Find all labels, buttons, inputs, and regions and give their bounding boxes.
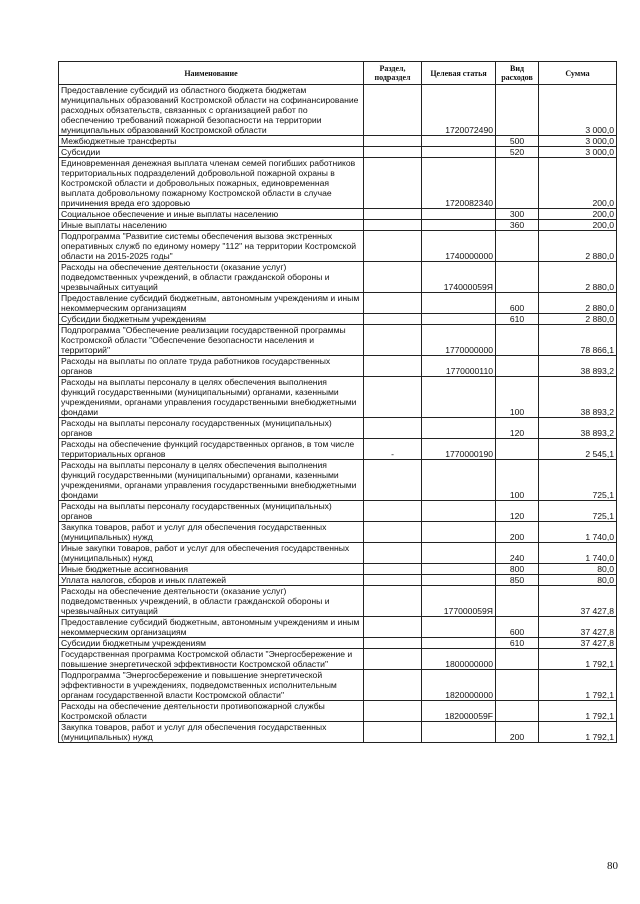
- row-sum: 3 000,0: [539, 85, 617, 136]
- table-row: [59, 586, 617, 617]
- table-row: [59, 293, 617, 314]
- row-target: 1770000190: [422, 439, 496, 460]
- row-kind: [496, 85, 539, 136]
- table-row: [59, 147, 617, 158]
- row-sum: 1 740,0: [539, 543, 617, 564]
- row-target: [422, 564, 496, 575]
- header-kind: Вид расходов: [496, 62, 539, 85]
- row-section: [364, 617, 422, 638]
- row-kind: 120: [496, 418, 539, 439]
- row-target: 1820000000: [422, 670, 496, 701]
- table-row: [59, 209, 617, 220]
- row-name: Межбюджетные трансферты: [59, 136, 364, 147]
- row-section: [364, 575, 422, 586]
- table-row: [59, 231, 617, 262]
- row-name: Расходы на обеспечение деятельности противопожарной службы Костромской области: [59, 701, 364, 722]
- row-sum: 1 792,1: [539, 649, 617, 670]
- row-sum: 37 427,8: [539, 586, 617, 617]
- table-row: [59, 722, 617, 743]
- row-name: Расходы на выплаты персоналу в целях обеспечения выполнения функций государственными (муниципальными) органами, казенными учреждениями, органами управления государственными внебюджетными фондами: [59, 460, 364, 501]
- row-name: Расходы на выплаты по оплате труда работников государственных органов: [59, 356, 364, 377]
- row-target: [422, 501, 496, 522]
- row-section: [364, 231, 422, 262]
- row-section: [364, 460, 422, 501]
- row-section: [364, 701, 422, 722]
- row-section: [364, 262, 422, 293]
- row-kind: [496, 670, 539, 701]
- row-kind: 100: [496, 377, 539, 418]
- row-target: 174000059Я: [422, 262, 496, 293]
- table-row: [59, 460, 617, 501]
- row-kind: 300: [496, 209, 539, 220]
- row-sum: 1 792,1: [539, 701, 617, 722]
- table-row: [59, 418, 617, 439]
- row-section: [364, 293, 422, 314]
- row-target: 1770000110: [422, 356, 496, 377]
- row-name: Единовременная денежная выплата членам семей погибших работников территориальных подразделений добровольной пожарной охраны в Костромской области и добровольных пожарных, единовременная выплата добровольному пожарному Костромской области в случае причинения вреда его здоровью: [59, 158, 364, 209]
- row-target: [422, 617, 496, 638]
- row-section: [364, 136, 422, 147]
- row-name: Расходы на обеспечение деятельности (оказание услуг) подведомственных учреждений, в области гражданской обороны и чрезвычайных ситуаций: [59, 262, 364, 293]
- row-section: [364, 638, 422, 649]
- row-section: [364, 147, 422, 158]
- table-row: [59, 136, 617, 147]
- row-name: Иные бюджетные ассигнования: [59, 564, 364, 575]
- row-sum: 38 893,2: [539, 418, 617, 439]
- row-sum: 38 893,2: [539, 377, 617, 418]
- budget-table: [58, 61, 617, 743]
- table-row: [59, 564, 617, 575]
- row-kind: 610: [496, 638, 539, 649]
- table-row: [59, 649, 617, 670]
- table-row: [59, 314, 617, 325]
- row-section: [364, 522, 422, 543]
- row-kind: 360: [496, 220, 539, 231]
- table-row: [59, 501, 617, 522]
- row-target: [422, 543, 496, 564]
- row-section: [364, 85, 422, 136]
- row-sum: 1 740,0: [539, 522, 617, 543]
- table-row: [59, 522, 617, 543]
- row-sum: 37 427,8: [539, 617, 617, 638]
- row-kind: [496, 439, 539, 460]
- row-section: [364, 670, 422, 701]
- table-row: [59, 617, 617, 638]
- row-section: [364, 418, 422, 439]
- row-sum: 200,0: [539, 220, 617, 231]
- row-name: Расходы на обеспечение деятельности (оказание услуг) подведомственных учреждений, в области гражданской обороны и чрезвычайных ситуаций: [59, 586, 364, 617]
- row-name: Предоставление субсидий бюджетным, автономным учреждениям и иным некоммерческим организациям: [59, 293, 364, 314]
- row-name: Иные закупки товаров, работ и услуг для обеспечения государственных (муниципальных) нужд: [59, 543, 364, 564]
- row-kind: 600: [496, 293, 539, 314]
- row-sum: 80,0: [539, 575, 617, 586]
- row-section: [364, 220, 422, 231]
- row-target: 182000059F: [422, 701, 496, 722]
- row-kind: 800: [496, 564, 539, 575]
- row-kind: 200: [496, 722, 539, 743]
- page-number: 80: [607, 860, 618, 872]
- header-target: Целевая статья: [422, 62, 496, 85]
- row-sum: 2 880,0: [539, 231, 617, 262]
- row-target: 1720072490: [422, 85, 496, 136]
- row-name: Закупка товаров, работ и услуг для обеспечения государственных (муниципальных) нужд: [59, 522, 364, 543]
- table-row: [59, 262, 617, 293]
- table-row: [59, 670, 617, 701]
- row-kind: [496, 231, 539, 262]
- header-section: Раздел, подраздел: [364, 62, 422, 85]
- table-row: [59, 356, 617, 377]
- row-target: 1740000000: [422, 231, 496, 262]
- row-kind: 600: [496, 617, 539, 638]
- row-sum: 2 545,1: [539, 439, 617, 460]
- row-name: Уплата налогов, сборов и иных платежей: [59, 575, 364, 586]
- row-target: 1770000000: [422, 325, 496, 356]
- table-row: [59, 220, 617, 231]
- row-name: Субсидии бюджетным учреждениям: [59, 638, 364, 649]
- row-name: Подпрограмма "Энергосбережение и повышение энергетической эффективности в учреждениях, подведомственных исполнительным органам государственной власти Костромской области": [59, 670, 364, 701]
- row-target: [422, 575, 496, 586]
- row-section: [364, 158, 422, 209]
- header-sum: Сумма: [539, 62, 617, 85]
- row-sum: 80,0: [539, 564, 617, 575]
- table-body: [59, 85, 617, 743]
- table-row: [59, 575, 617, 586]
- row-kind: 500: [496, 136, 539, 147]
- row-target: [422, 638, 496, 649]
- row-section: [364, 356, 422, 377]
- row-name: Предоставление субсидий из областного бюджета бюджетам муниципальных образований Костромской области на софинансирование расходных обязательств, связанных с организацией работ по обеспечению требований пожарной безопасности на территории муниципальных образований Костромской области: [59, 85, 364, 136]
- row-sum: 2 880,0: [539, 293, 617, 314]
- row-section: [364, 377, 422, 418]
- row-kind: [496, 158, 539, 209]
- row-sum: 725,1: [539, 460, 617, 501]
- row-name: Иные выплаты населению: [59, 220, 364, 231]
- row-target: [422, 293, 496, 314]
- row-kind: 850: [496, 575, 539, 586]
- row-kind: 520: [496, 147, 539, 158]
- row-name: Расходы на выплаты персоналу государственных (муниципальных) органов: [59, 501, 364, 522]
- table-row: [59, 701, 617, 722]
- row-section: [364, 325, 422, 356]
- table-row: [59, 377, 617, 418]
- row-name: Подпрограмма "Обеспечение реализации государственной программы Костромской области "Обеспечение безопасности населения и территорий": [59, 325, 364, 356]
- row-kind: [496, 649, 539, 670]
- row-sum: 2 880,0: [539, 262, 617, 293]
- row-kind: 610: [496, 314, 539, 325]
- row-name: Расходы на выплаты персоналу государственных (муниципальных) органов: [59, 418, 364, 439]
- row-target: [422, 209, 496, 220]
- row-section: [364, 649, 422, 670]
- row-name: Социальное обеспечение и иные выплаты населению: [59, 209, 364, 220]
- row-sum: 3 000,0: [539, 147, 617, 158]
- row-kind: 120: [496, 501, 539, 522]
- row-kind: [496, 356, 539, 377]
- row-sum: 38 893,2: [539, 356, 617, 377]
- row-name: Субсидии бюджетным учреждениям: [59, 314, 364, 325]
- row-sum: 78 866,1: [539, 325, 617, 356]
- row-sum: 200,0: [539, 158, 617, 209]
- header-name: Наименование: [59, 62, 364, 85]
- row-sum: 1 792,1: [539, 670, 617, 701]
- row-name: Субсидии: [59, 147, 364, 158]
- row-section: -: [364, 439, 422, 460]
- row-name: Расходы на выплаты персоналу в целях обеспечения выполнения функций государственными (муниципальными) органами, казенными учреждениями, органами управления государственными внебюджетными фондами: [59, 377, 364, 418]
- row-sum: 1 792,1: [539, 722, 617, 743]
- row-kind: [496, 586, 539, 617]
- row-kind: 100: [496, 460, 539, 501]
- row-section: [364, 543, 422, 564]
- row-name: Государственная программа Костромской области "Энергосбережение и повышение энергетической эффективности Костромской области": [59, 649, 364, 670]
- row-name: Предоставление субсидий бюджетным, автономным учреждениям и иным некоммерческим организациям: [59, 617, 364, 638]
- row-section: [364, 314, 422, 325]
- row-sum: 3 000,0: [539, 136, 617, 147]
- row-sum: 37 427,8: [539, 638, 617, 649]
- row-kind: [496, 701, 539, 722]
- table-row: [59, 638, 617, 649]
- row-target: 177000059Я: [422, 586, 496, 617]
- table-row: [59, 439, 617, 460]
- row-kind: [496, 262, 539, 293]
- row-section: [364, 586, 422, 617]
- row-target: [422, 136, 496, 147]
- table-row: [59, 85, 617, 136]
- row-target: [422, 377, 496, 418]
- row-kind: [496, 325, 539, 356]
- row-target: [422, 220, 496, 231]
- row-sum: 200,0: [539, 209, 617, 220]
- row-target: [422, 147, 496, 158]
- row-target: [422, 314, 496, 325]
- row-section: [364, 564, 422, 575]
- row-name: Подпрограмма "Развитие системы обеспечения вызова экстренных оперативных служб по единому номеру "112" на территории Костромской области на 2015-2025 годы": [59, 231, 364, 262]
- row-section: [364, 722, 422, 743]
- row-section: [364, 501, 422, 522]
- table-row: [59, 325, 617, 356]
- row-kind: 240: [496, 543, 539, 564]
- row-target: [422, 460, 496, 501]
- row-target: [422, 522, 496, 543]
- row-target: [422, 722, 496, 743]
- row-target: 1800000000: [422, 649, 496, 670]
- row-target: 1720082340: [422, 158, 496, 209]
- row-name: Закупка товаров, работ и услуг для обеспечения государственных (муниципальных) нужд: [59, 722, 364, 743]
- row-section: [364, 209, 422, 220]
- row-sum: 2 880,0: [539, 314, 617, 325]
- row-sum: 725,1: [539, 501, 617, 522]
- table-header-row: [59, 62, 617, 85]
- table-row: [59, 158, 617, 209]
- table-row: [59, 543, 617, 564]
- row-target: [422, 418, 496, 439]
- row-name: Расходы на обеспечение функций государственных органов, в том числе территориальных органов: [59, 439, 364, 460]
- row-kind: 200: [496, 522, 539, 543]
